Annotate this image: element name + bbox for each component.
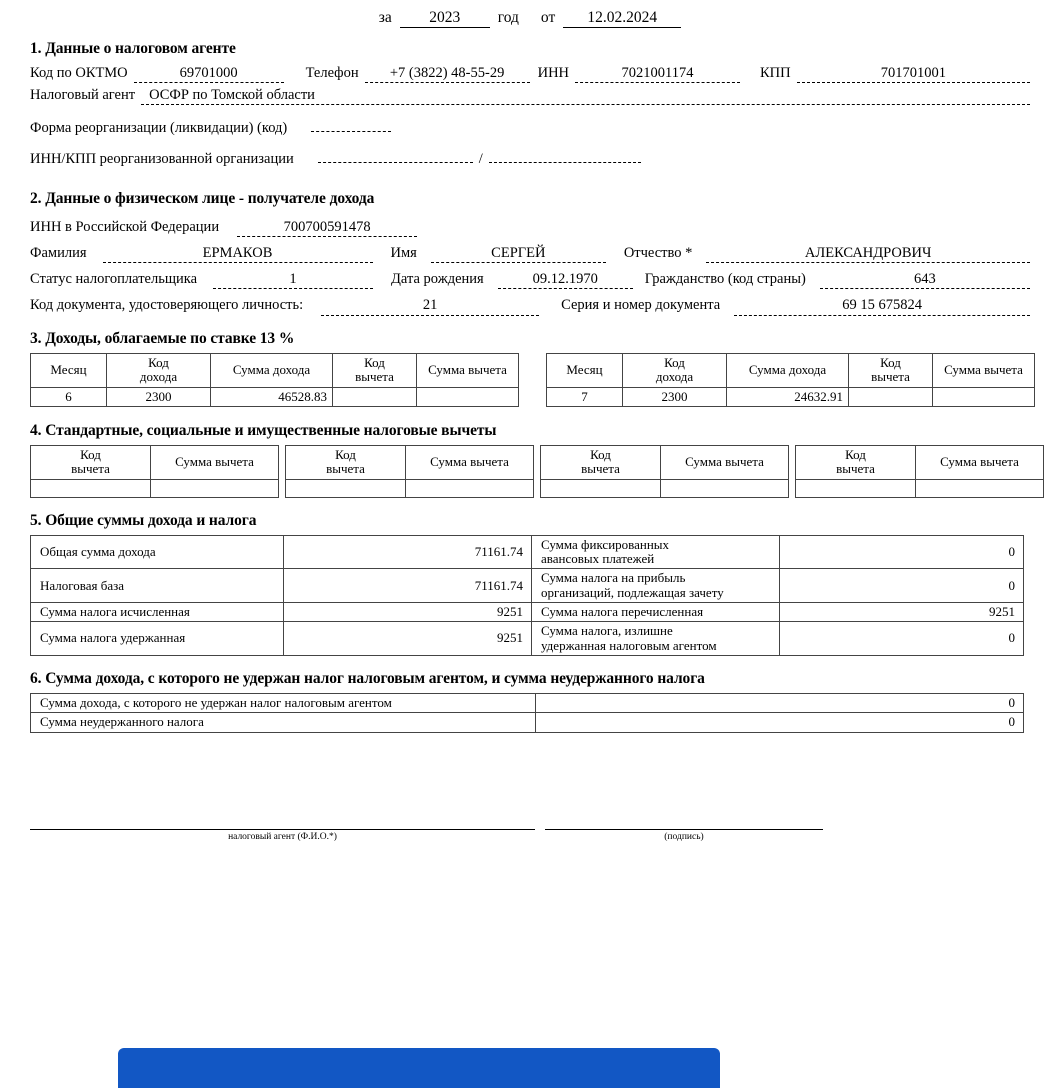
- total-income-label: Общая сумма дохода: [31, 535, 284, 569]
- reorganization-inn-field[interactable]: [318, 146, 473, 163]
- table-row: [31, 603, 1024, 622]
- profit-tax-offset-label-line2: организаций, подлежащая зачету: [541, 584, 724, 600]
- cell-month: 7: [547, 387, 623, 406]
- cell-deduction-code: [796, 479, 916, 497]
- tax-agent-field[interactable]: ОСФР по Томской области: [141, 86, 1030, 105]
- col-deduction-code: [849, 353, 933, 387]
- document-header: [30, 0, 1030, 28]
- document-date-label: от: [540, 9, 556, 26]
- col-deduction-sum: Сумма вычета: [933, 353, 1035, 387]
- signature-sign-block: [545, 829, 823, 842]
- table-row: [547, 387, 1035, 406]
- col-income-code-line1: Код: [148, 354, 169, 370]
- income-table-right: [546, 353, 1035, 407]
- person-document-row: [30, 296, 1030, 315]
- table-row: [31, 713, 1024, 732]
- col-deduction-code: [541, 445, 661, 479]
- profit-tax-offset-value: 0: [780, 569, 1024, 603]
- tax-agent-identification-row: [30, 64, 1030, 83]
- inn-label: ИНН: [537, 64, 570, 81]
- cell-deduction-sum: [661, 479, 789, 497]
- table-header-row: [31, 353, 519, 387]
- citizenship-label: Гражданство (код страны): [644, 271, 806, 288]
- surname-field[interactable]: ЕРМАКОВ: [103, 244, 373, 263]
- cell-deduction-code: [31, 479, 151, 497]
- tax-transferred-label: [532, 603, 780, 622]
- col-deduction-code-line2: вычета: [581, 461, 620, 477]
- surname-label: Фамилия: [30, 245, 87, 262]
- table-header-row: [541, 445, 789, 479]
- col-income-sum: Сумма дохода: [211, 353, 333, 387]
- col-deduction-sum: Сумма вычета: [661, 445, 789, 479]
- document-code-field[interactable]: 21: [321, 296, 539, 315]
- oktmo-field[interactable]: 69701000: [134, 64, 284, 83]
- reorganization-form-field[interactable]: [311, 115, 391, 132]
- col-deduction-code-line2: вычета: [355, 369, 394, 385]
- col-deduction-code: [31, 445, 151, 479]
- fixed-advance-label: [532, 535, 780, 569]
- cell-deduction-code: [541, 479, 661, 497]
- cell-income-code: 2300: [623, 387, 727, 406]
- patronymic-field[interactable]: АЛЕКСАНДРОВИЧ: [706, 244, 1030, 263]
- col-income-code: [107, 353, 211, 387]
- signature-sign-caption: (подпись): [664, 831, 704, 842]
- document-date-field[interactable]: 12.02.2024: [563, 9, 681, 28]
- citizenship-field[interactable]: 643: [820, 270, 1030, 289]
- oktmo-label: Код по ОКТМО: [30, 64, 128, 81]
- col-deduction-code-line1: Код: [364, 354, 385, 370]
- col-deduction-code-line1: Код: [880, 354, 901, 370]
- first-name-field[interactable]: СЕРГЕЙ: [431, 244, 606, 263]
- cell-deduction-sum: [406, 479, 534, 497]
- col-income-code-line2: дохода: [139, 369, 178, 385]
- section-3-title: 3. Доходы, облагаемые по ставке 13 %: [30, 329, 295, 347]
- col-deduction-code-line2: вычета: [871, 369, 910, 385]
- cell-deduction-code: [333, 387, 417, 406]
- fixed-advance-label-line1: Сумма фиксированных: [541, 536, 670, 552]
- document-series-label: Серия и номер документа: [561, 297, 721, 314]
- income-tables-container: [30, 353, 1030, 407]
- income-table-left: [30, 353, 519, 407]
- col-income-sum: Сумма дохода: [727, 353, 849, 387]
- tax-calculated-value: 9251: [284, 603, 532, 622]
- col-deduction-code-line2: вычета: [71, 461, 110, 477]
- person-status-row: [30, 270, 1030, 289]
- table-row: [31, 387, 519, 406]
- col-income-code: [623, 353, 727, 387]
- tax-withheld-label: Сумма налога удержанная: [31, 622, 284, 656]
- cell-income-code: 2300: [107, 387, 211, 406]
- section-4-title: 4. Стандартные, социальные и имущественные налоговые вычеты: [30, 421, 497, 439]
- tax-overwithheld-label-line2: удержанная налоговым агентом: [541, 637, 717, 653]
- reorganization-form-label: Форма реорганизации (ликвидации) (код): [30, 120, 288, 137]
- fixed-advance-label-line2: авансовых платежей: [541, 551, 655, 567]
- unwithheld-income-value: 0: [536, 693, 1024, 712]
- reorganization-inn-kpp-label: ИНН/КПП реорганизованной организации: [30, 151, 294, 168]
- tax-withheld-value: 9251: [284, 622, 532, 656]
- signature-area: [30, 829, 1030, 842]
- section-5-title: 5. Общие суммы дохода и налога: [30, 511, 257, 529]
- tax-agent-name-row: [30, 86, 1030, 105]
- cell-income-sum: 46528.83: [211, 387, 333, 406]
- table-row: [31, 535, 1024, 569]
- deduction-table-4: [795, 445, 1044, 498]
- unwithheld-tax-label: Сумма неудержанного налога: [31, 713, 536, 732]
- col-deduction-code-line2: вычета: [836, 461, 875, 477]
- unwithheld-income-label: Сумма дохода, с которого не удержан налог налоговым агентом: [31, 693, 536, 712]
- person-inn-field[interactable]: 700700591478: [237, 218, 417, 237]
- col-income-code-line1: Код: [664, 354, 685, 370]
- col-deduction-code: [286, 445, 406, 479]
- table-row: [31, 622, 1024, 656]
- tax-overwithheld-value: 0: [780, 622, 1024, 656]
- col-deduction-code-line1: Код: [590, 447, 611, 463]
- kpp-label: КПП: [760, 64, 791, 81]
- period-year-field[interactable]: 2023: [400, 9, 490, 28]
- inn-field[interactable]: 7021001174: [575, 64, 740, 83]
- deduction-table-2: [285, 445, 534, 498]
- primary-action-button[interactable]: [118, 1048, 720, 1088]
- person-inn-row: [30, 218, 1030, 237]
- totals-table: [30, 535, 1024, 656]
- cell-deduction-code: [286, 479, 406, 497]
- col-deduction-code-line1: Код: [845, 447, 866, 463]
- person-name-row: [30, 244, 1030, 263]
- taxpayer-status-field[interactable]: 1: [213, 270, 373, 289]
- cell-deduction-sum: [151, 479, 279, 497]
- col-month: Месяц: [31, 353, 107, 387]
- first-name-label: Имя: [390, 245, 417, 262]
- section-2-title: 2. Данные о физическом лице - получателе дохода: [30, 190, 375, 208]
- reorganization-kpp-field[interactable]: [489, 146, 641, 163]
- cell-deduction-sum: [417, 387, 519, 406]
- deduction-table-3: [540, 445, 789, 498]
- section-6-title: 6. Сумма дохода, с которого не удержан налог налоговым агентом, и сумма неудержанного налога: [30, 669, 705, 687]
- reorganization-form-row: [30, 115, 1030, 137]
- document-code-label: Код документа, удостоверяющего личность:: [30, 297, 304, 314]
- col-month: Месяц: [547, 353, 623, 387]
- phone-field[interactable]: +7 (3822) 48-55-29: [365, 64, 530, 83]
- tax-calculated-label: Сумма налога исчисленная: [31, 603, 284, 622]
- table-row: [31, 693, 1024, 712]
- col-deduction-code: [796, 445, 916, 479]
- col-deduction-sum: Сумма вычета: [151, 445, 279, 479]
- col-deduction-sum: Сумма вычета: [916, 445, 1044, 479]
- deduction-tables-container: [30, 445, 1030, 498]
- phone-label: Телефон: [305, 64, 359, 81]
- table-header-row: [796, 445, 1044, 479]
- cell-income-sum: 24632.91: [727, 387, 849, 406]
- table-header-row: [286, 445, 534, 479]
- table-row: [31, 569, 1024, 603]
- tax-transferred-label-line1: Сумма налога перечисленная: [541, 604, 704, 620]
- tax-base-label: Налоговая база: [31, 569, 284, 603]
- col-deduction-sum: Сумма вычета: [417, 353, 519, 387]
- deduction-table-1: [30, 445, 279, 498]
- table-row: [796, 479, 1044, 497]
- cell-deduction-sum: [933, 387, 1035, 406]
- unwithheld-tax-value: 0: [536, 713, 1024, 732]
- signature-agent-block: [30, 829, 535, 842]
- tax-overwithheld-label: [532, 622, 780, 656]
- kpp-field[interactable]: 701701001: [797, 64, 1030, 83]
- period-year-label: год: [497, 9, 519, 26]
- section-1-title: 1. Данные о налоговом агенте: [30, 39, 236, 57]
- cell-month: 6: [31, 387, 107, 406]
- table-header-row: [31, 445, 279, 479]
- col-deduction-code-line1: Код: [335, 447, 356, 463]
- reorganization-inn-kpp-row: [30, 146, 1030, 168]
- col-deduction-code-line1: Код: [80, 447, 101, 463]
- person-inn-label: ИНН в Российской Федерации: [30, 219, 220, 236]
- table-row: [286, 479, 534, 497]
- cell-deduction-sum: [916, 479, 1044, 497]
- cell-deduction-code: [849, 387, 933, 406]
- table-header-row: [547, 353, 1035, 387]
- birthdate-label: Дата рождения: [391, 271, 484, 288]
- table-row: [31, 479, 279, 497]
- period-for-label: за: [378, 9, 392, 26]
- profit-tax-offset-label: [532, 569, 780, 603]
- profit-tax-offset-label-line1: Сумма налога на прибыль: [541, 570, 686, 586]
- col-deduction-code: [333, 353, 417, 387]
- taxpayer-status-label: Статус налогоплательщика: [30, 271, 198, 288]
- tax-base-value: 71161.74: [284, 569, 532, 603]
- col-deduction-code-line2: вычета: [326, 461, 365, 477]
- table-row: [541, 479, 789, 497]
- col-deduction-sum: Сумма вычета: [406, 445, 534, 479]
- document-series-field[interactable]: 69 15 675824: [734, 296, 1030, 315]
- fixed-advance-value: 0: [780, 535, 1024, 569]
- patronymic-label: Отчество *: [623, 245, 693, 262]
- tax-overwithheld-label-line1: Сумма налога, излишне: [541, 623, 673, 639]
- birthdate-field[interactable]: 09.12.1970: [498, 270, 633, 289]
- tax-agent-label: Налоговый агент: [30, 86, 136, 103]
- signature-agent-caption: налоговый агент (Ф.И.О.*): [228, 831, 337, 842]
- tax-transferred-value: 9251: [780, 603, 1024, 622]
- total-income-value: 71161.74: [284, 535, 532, 569]
- col-income-code-line2: дохода: [655, 369, 694, 385]
- reorganization-separator: /: [478, 151, 483, 168]
- unwithheld-table: [30, 693, 1024, 733]
